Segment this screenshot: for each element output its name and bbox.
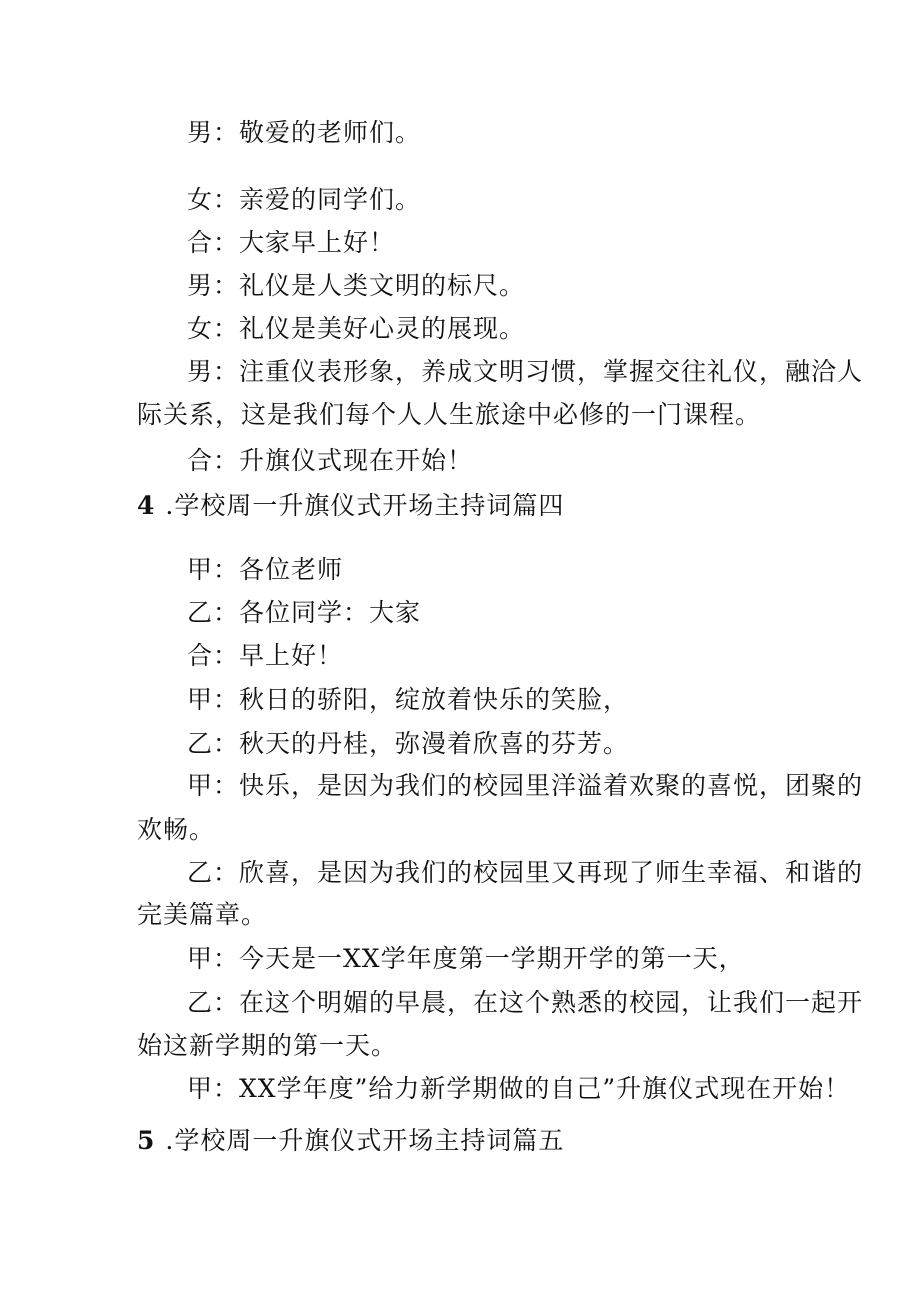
dialogue-line: 女：礼仪是美好心灵的展现。 bbox=[187, 314, 526, 343]
dialogue-line: 男：礼仪是人类文明的标尺。 bbox=[187, 271, 526, 300]
dialogue-line: 合：升旗仪式现在开始！ bbox=[187, 446, 474, 475]
section-heading-4 bbox=[137, 491, 564, 521]
section-title: .学校周一升旗仪式开场主持词篇四 bbox=[165, 491, 565, 520]
section-number: 4 bbox=[137, 491, 156, 520]
dialogue-line: 甲：各位老师 bbox=[187, 555, 344, 584]
dialogue-line-continuation: 始这新学期的第一天。 bbox=[137, 1031, 398, 1060]
dialogue-line: 男：敬爱的老师们。 bbox=[187, 118, 422, 147]
section-title: .学校周一升旗仪式开场主持词篇五 bbox=[165, 1126, 565, 1155]
dialogue-line: 甲：秋日的骄阳，绽放着快乐的笑脸， bbox=[187, 685, 630, 714]
dialogue-line: 乙：各位同学：大家 bbox=[187, 598, 422, 627]
dialogue-line-continuation: 欢畅。 bbox=[137, 815, 216, 844]
dialogue-line-continuation: 完美篇章。 bbox=[137, 900, 268, 929]
dialogue-line: 乙：秋天的丹桂，弥漫着欣喜的芬芳。 bbox=[187, 729, 630, 758]
dialogue-line: 甲：快乐，是因为我们的校园里洋溢着欢聚的喜悦，团聚的 bbox=[187, 771, 864, 800]
dialogue-line: 乙：欣喜，是因为我们的校园里又再现了师生幸福、和谐的 bbox=[187, 858, 864, 887]
dialogue-line: 合：早上好！ bbox=[187, 641, 344, 670]
section-heading-5 bbox=[137, 1126, 564, 1156]
dialogue-line: 男：注重仪表形象，养成文明习惯，掌握交往礼仪，融洽人 bbox=[187, 357, 864, 386]
dialogue-line: 女：亲爱的同学们。 bbox=[187, 185, 422, 214]
dialogue-line-continuation: 际关系，这是我们每个人人生旅途中必修的一门课程。 bbox=[137, 400, 762, 429]
dialogue-line: 甲：XX学年度”给力新学期做的自己”升旗仪式现在开始！ bbox=[187, 1074, 851, 1103]
dialogue-line: 合：大家早上好！ bbox=[187, 228, 396, 257]
dialogue-line: 甲：今天是一XX学年度第一学期开学的第一天， bbox=[187, 944, 745, 973]
section-number: 5 bbox=[137, 1126, 156, 1155]
dialogue-line: 乙：在这个明媚的早晨，在这个熟悉的校园，让我们一起开 bbox=[187, 988, 864, 1017]
